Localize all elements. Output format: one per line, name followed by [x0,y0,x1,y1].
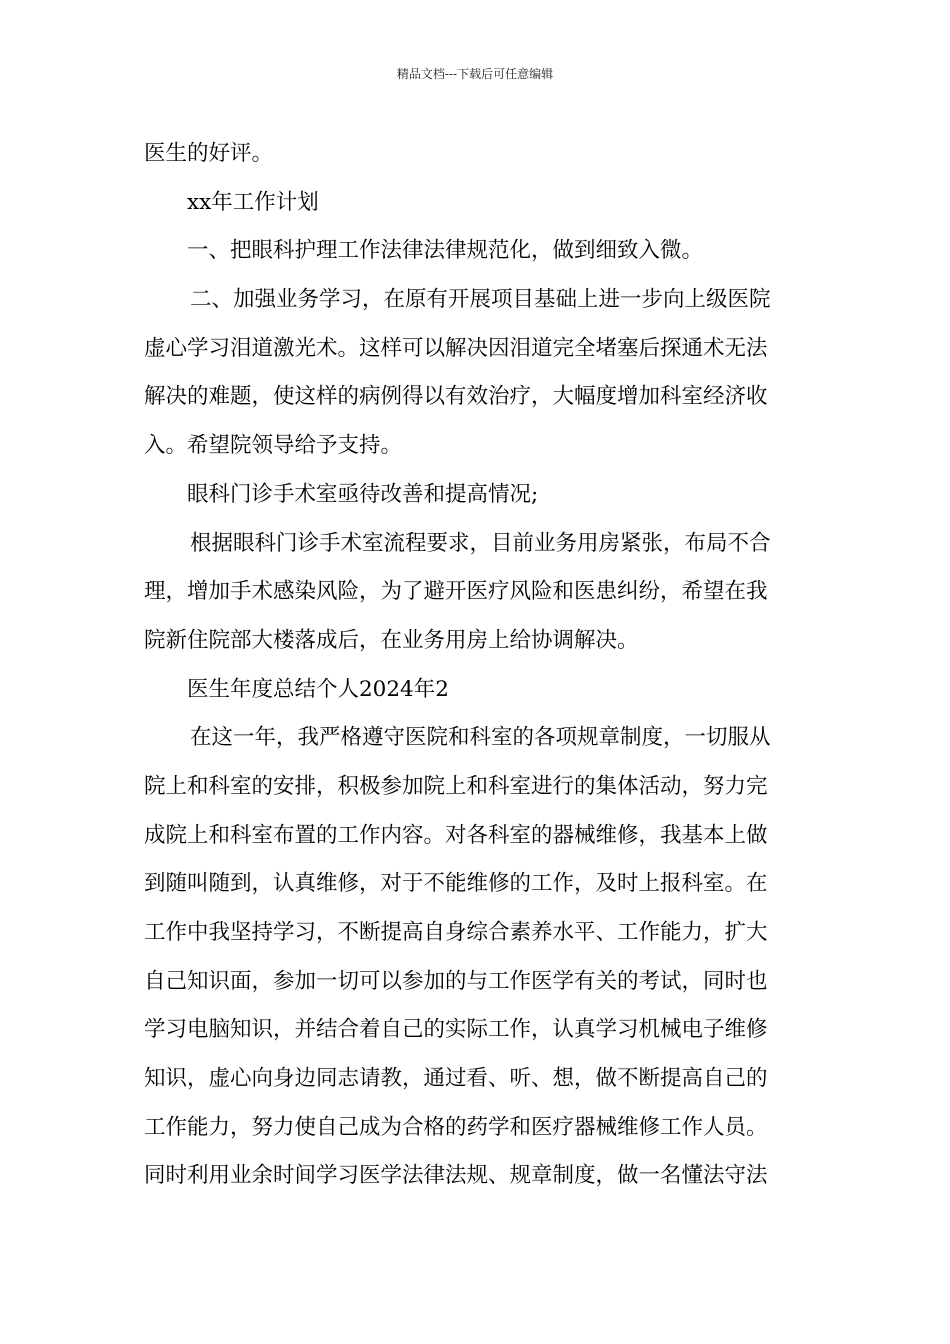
text-line: 解决的难题，使这样的病例得以有效治疗，大幅度增加科室经济收 [144,384,768,410]
text-line: 二、加强业务学习，在原有开展项目基础上进一步向上级医院 [190,287,771,313]
section-heading: xx年工作计划 [187,189,319,215]
text-line: 医生的好评。 [144,141,274,166]
text-line: 理，增加手术感染风险，为了避开医疗风险和医患纠纷，希望在我 [144,579,768,605]
text-line: 虚心学习泪道激光术。这样可以解决因泪道完全堵塞后探通术无法 [144,335,768,361]
text-line: 到随叫随到，认真维修，对于不能维修的工作，及时上报科室。在 [144,871,768,897]
section-heading: 医生年度总结个人2024年2 [187,676,449,702]
text-line: 在这一年，我严格遵守医院和科室的各项规章制度，一切服从 [190,725,771,751]
text-line: 工作能力，努力使自己成为合格的药学和医疗器械维修工作人员。 [144,1114,768,1140]
text-line: 根据眼科门诊手术室流程要求，目前业务用房紧张，布局不合 [190,530,771,556]
text-line: 眼科门诊手术室亟待改善和提高情况; [187,481,539,507]
document-body [144,130,808,1201]
text-line: 一、把眼科护理工作法律法律规范化，做到细致入微。 [187,238,704,264]
text-line: 学习电脑知识，并结合着自己的实际工作，认真学习机械电子维修 [144,1017,768,1043]
text-line: 自己知识面，参加一切可以参加的与工作医学有关的考试，同时也 [144,968,768,994]
text-line: 院新住院部大楼落成后，在业务用房上给协调解决。 [144,627,639,653]
text-line: 入。希望院领导给予支持。 [144,433,403,459]
text-line: 知识，虚心向身边同志请教，通过看、听、想，做不断提高自己的 [144,1066,768,1092]
page-header: 精品文档---下载后可任意编辑 [396,67,554,81]
text-line: 工作中我坚持学习，不断提高自身综合素养水平、工作能力，扩大 [144,920,768,945]
text-line: 成院上和科室布置的工作内容。对各科室的器械维修，我基本上做 [144,822,768,848]
text-line: 同时利用业余时间学习医学法律法规、规章制度，做一名懂法守法 [144,1163,768,1189]
text-line: 院上和科室的安排，积极参加院上和科室进行的集体活动，努力完 [144,773,768,799]
